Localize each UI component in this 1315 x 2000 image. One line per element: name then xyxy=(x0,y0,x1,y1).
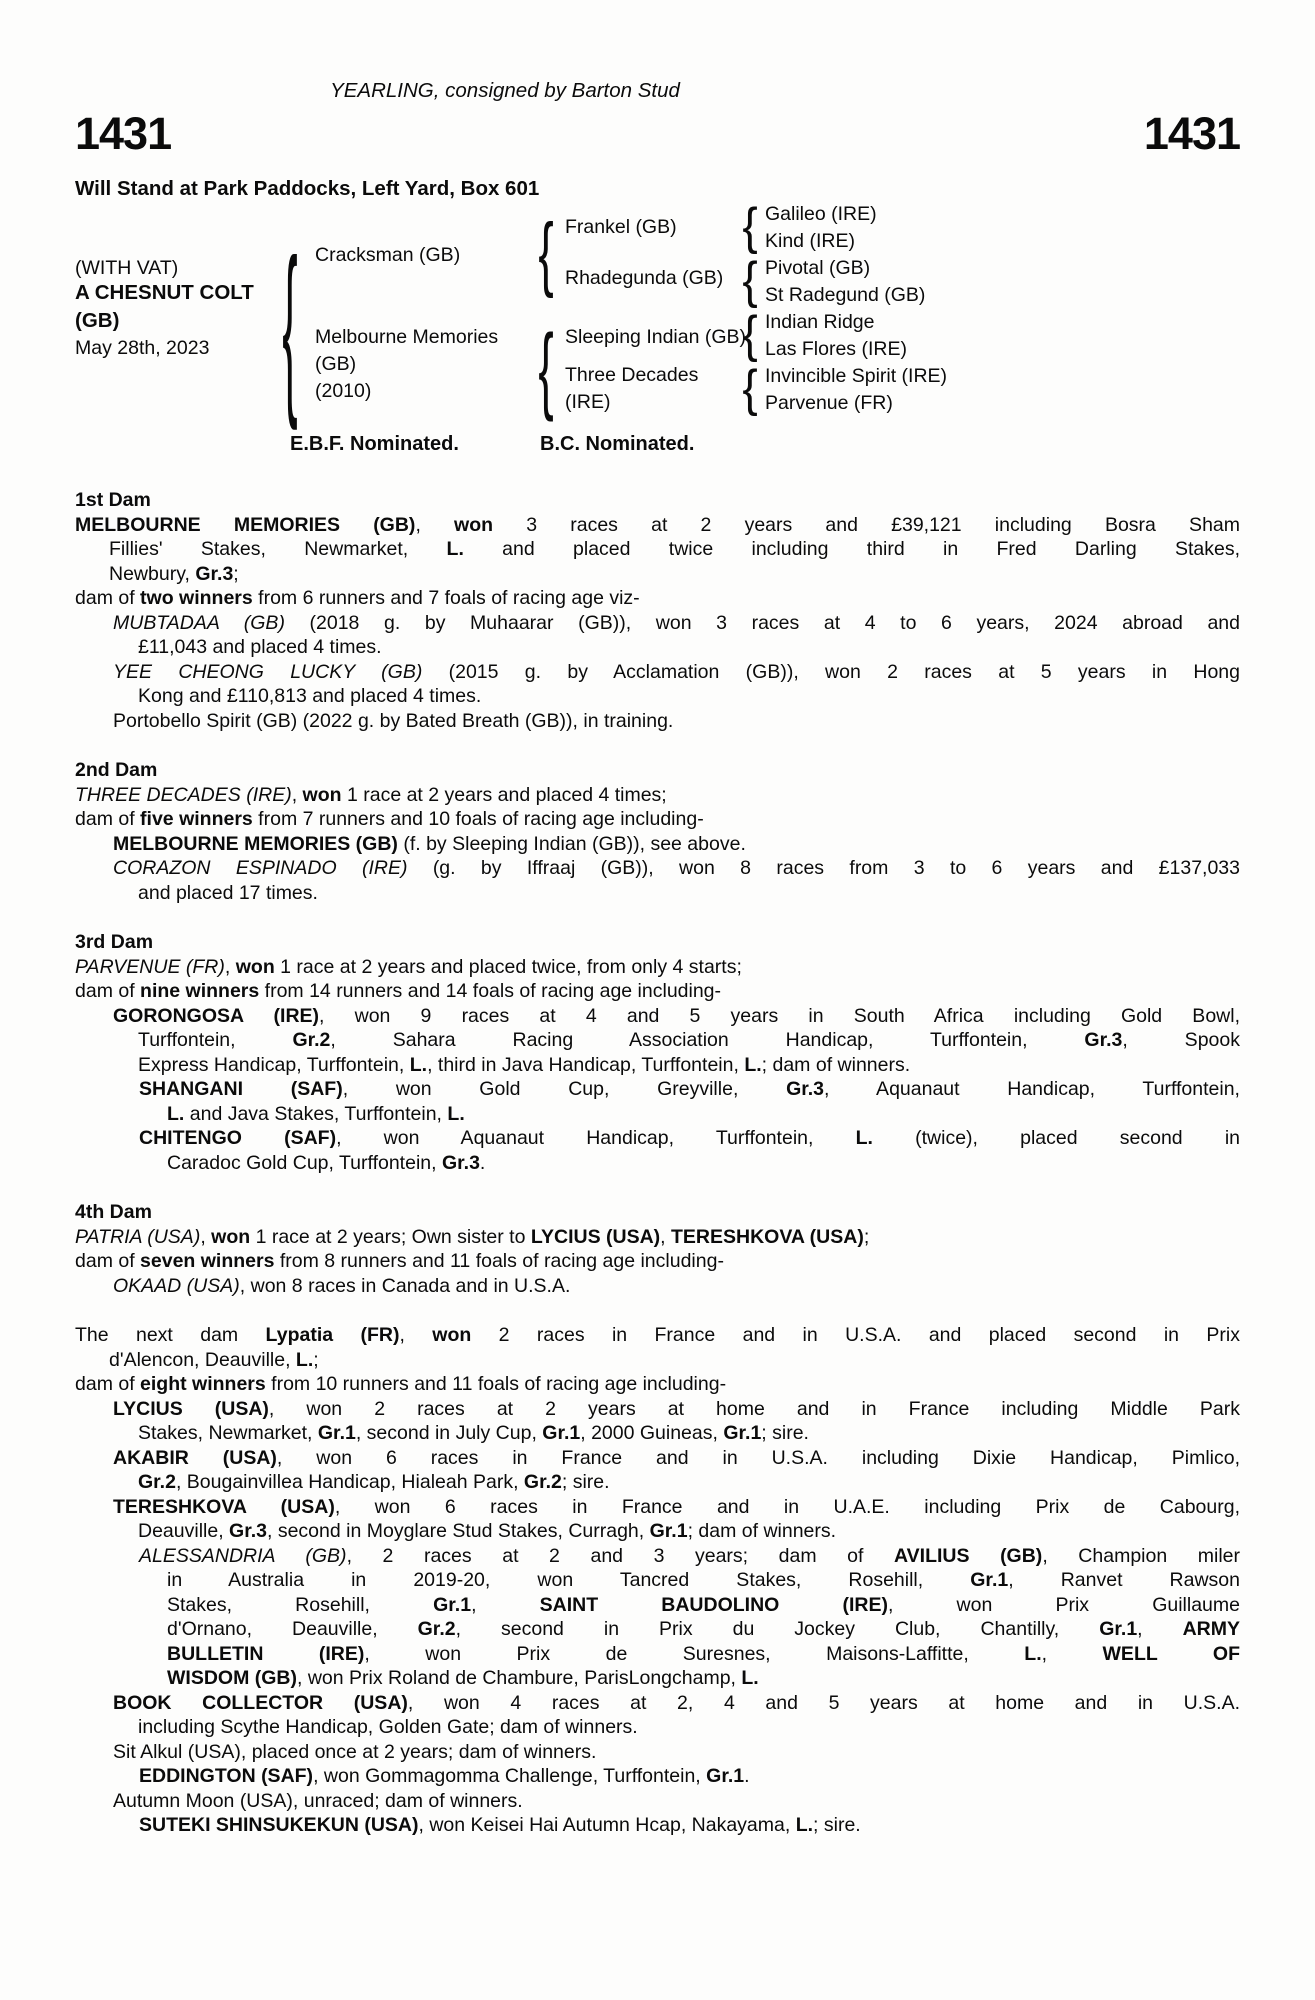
text-segment: Fillies' Stakes, Newmarket, xyxy=(109,538,447,560)
text-segment: SHANGANI (SAF) xyxy=(139,1078,343,1100)
text-segment: WISDOM (GB) xyxy=(167,1667,297,1689)
dam-section xyxy=(75,1200,1240,1298)
text-segment: , won 4 races at 2, 4 and 5 years at home and in U.S.A. xyxy=(407,1691,1241,1714)
text-segment: 1 race at 2 years and placed twice, from only 4 starts; xyxy=(274,955,742,978)
text-segment: , won 8 races in Canada and in U.S.A. xyxy=(239,1274,571,1297)
pedigree-paragraph xyxy=(75,1691,1240,1740)
text-segment: ALESSANDRIA (GB) xyxy=(139,1544,347,1567)
lot-number-row xyxy=(75,108,1240,159)
text-segment: , won Prix Roland de Chambure, ParisLongchamp, xyxy=(296,1667,742,1689)
dam-section xyxy=(75,488,1240,733)
pedigree-paragraph xyxy=(75,1126,1240,1175)
text-segment: Portobello Spirit (GB) (2022 g. by Bated Breath (GB)), in training. xyxy=(113,709,674,732)
text-segment: from 7 runners and 10 foals of racing age including- xyxy=(252,808,704,830)
text-line xyxy=(138,881,1240,906)
text-line xyxy=(75,1225,1240,1250)
pedigree-brace-gen3-pair2 xyxy=(741,257,759,303)
text-segment: Stakes, Rosehill, xyxy=(167,1593,434,1616)
text-segment: EDDINGTON (SAF) xyxy=(139,1765,314,1787)
second-dam-name-line1: Three Decades xyxy=(565,364,699,386)
text-segment: dam of xyxy=(75,1373,141,1395)
pedigree-paragraph xyxy=(75,1397,1240,1446)
text-line xyxy=(167,1666,1240,1691)
text-line xyxy=(75,783,1240,808)
text-line xyxy=(167,1617,1240,1642)
text-line xyxy=(113,1397,1240,1422)
pedigree-paragraph xyxy=(75,586,1240,611)
text-line xyxy=(167,1102,1240,1127)
text-segment: Gr.2 xyxy=(292,1029,331,1051)
text-segment: Gr.1 xyxy=(317,1422,356,1444)
text-segment: , xyxy=(291,783,303,806)
text-segment: AKABIR (USA) xyxy=(113,1446,277,1469)
text-segment: including Scythe Handicap, Golden Gate; dam of winners. xyxy=(138,1716,638,1738)
brace-glyph xyxy=(742,257,757,303)
text-segment: CORAZON ESPINADO (IRE) xyxy=(113,857,408,879)
text-line xyxy=(75,807,1240,832)
text-segment: SAINT BAUDOLINO (IRE) xyxy=(539,1593,888,1616)
text-segment: L. xyxy=(167,1102,185,1125)
text-line xyxy=(113,832,1240,857)
text-line xyxy=(113,1740,1240,1765)
text-segment: L. xyxy=(446,538,464,560)
pedigree-paragraph xyxy=(75,1446,1240,1495)
gen3-ancestor: Kind (IRE) xyxy=(765,230,855,252)
text-segment: , won 6 races in France and in U.S.A. including Dixie Handicap, Pimlico, xyxy=(276,1446,1241,1469)
text-segment: (f. by Sleeping Indian (GB)), see above. xyxy=(397,832,746,855)
text-segment: and placed twice including third in Fred Darling Stakes, xyxy=(463,538,1241,560)
text-segment: from 8 runners and 11 foals of racing age including- xyxy=(274,1250,724,1272)
ebf-nomination: E.B.F. Nominated. xyxy=(290,433,459,455)
text-line xyxy=(113,611,1240,636)
text-segment: TERESHKOVA (USA) xyxy=(671,1225,864,1248)
text-segment: Gr.3 xyxy=(441,1151,480,1174)
text-line xyxy=(113,1789,1240,1814)
dam-name-line2: (GB) xyxy=(315,353,357,375)
text-line xyxy=(113,1691,1240,1716)
text-segment: L. xyxy=(295,1348,314,1371)
text-segment: Gr.2 xyxy=(523,1471,562,1493)
text-segment: , xyxy=(660,1225,671,1248)
text-segment: and Java Stakes, Turffontein, xyxy=(184,1102,448,1125)
text-segment: L. xyxy=(1024,1642,1042,1665)
text-segment: Gr.1 xyxy=(1099,1618,1138,1640)
brace-glyph xyxy=(742,311,757,357)
text-segment: OKAAD (USA) xyxy=(113,1274,240,1297)
dam-name-line3: (2010) xyxy=(315,380,372,402)
text-segment: won xyxy=(235,955,275,978)
text-segment: , won Gommagomma Challenge, Turffontein, xyxy=(313,1765,707,1787)
text-segment: from 10 runners and 11 foals of racing age including- xyxy=(265,1373,727,1395)
text-line xyxy=(113,1446,1240,1471)
text-segment: (twice), placed second in xyxy=(872,1127,1240,1149)
text-segment: , xyxy=(471,1593,540,1616)
text-segment: CHITENGO (SAF) xyxy=(139,1127,337,1149)
brace-glyph xyxy=(742,203,757,249)
text-line xyxy=(138,1028,1240,1053)
text-segment: L. xyxy=(744,1053,762,1076)
text-line xyxy=(167,1593,1240,1618)
pedigree-brace-sire-parents xyxy=(537,214,555,290)
text-segment: Gr.1 xyxy=(433,1593,472,1616)
sire-name: Cracksman (GB) xyxy=(315,244,461,266)
text-line xyxy=(75,1249,1240,1274)
dam-section xyxy=(75,1323,1240,1838)
vat-note: (WITH VAT) xyxy=(75,257,179,279)
text-segment: , xyxy=(224,955,236,978)
text-segment: 1 race at 2 years and placed 4 times; xyxy=(341,783,667,806)
text-segment: , Spook xyxy=(1122,1029,1240,1051)
brace-glyph xyxy=(538,324,553,412)
text-line xyxy=(167,1151,1240,1176)
pedigree-paragraph xyxy=(75,709,1240,734)
text-segment: 3 races at 2 years and £39,121 including Bosra Sham xyxy=(493,513,1241,536)
pedigree-paragraph xyxy=(75,1740,1240,1765)
text-segment: Gr.2 xyxy=(417,1618,456,1640)
text-line xyxy=(75,979,1240,1004)
pedigree-paragraph xyxy=(75,1544,1240,1691)
pedigree-paragraph xyxy=(75,611,1240,660)
text-segment: YEE CHEONG LUCKY (GB) xyxy=(113,660,423,683)
text-segment: . xyxy=(479,1151,486,1174)
text-segment: five winners xyxy=(140,808,253,830)
text-segment: Gr.1 xyxy=(723,1422,762,1444)
text-line xyxy=(139,1544,1240,1569)
text-line xyxy=(75,513,1240,538)
text-segment: , xyxy=(1041,1642,1103,1665)
text-segment: dam of xyxy=(75,808,141,830)
text-segment: PARVENUE (FR) xyxy=(75,955,225,978)
text-line xyxy=(113,660,1240,685)
text-line xyxy=(75,1372,1240,1397)
pedigree-paragraph xyxy=(75,1274,1240,1299)
text-segment: LYCIUS (USA) xyxy=(113,1397,269,1420)
text-segment: LYCIUS (USA) xyxy=(530,1225,661,1248)
text-segment: , Ranvet Rawson xyxy=(1008,1569,1241,1591)
text-segment: , won Keisei Hai Autumn Hcap, Nakayama, xyxy=(418,1814,796,1836)
text-segment: Gr.1 xyxy=(649,1520,688,1542)
text-segment: , third in Java Handicap, Turffontein, xyxy=(427,1053,745,1076)
bc-nomination: B.C. Nominated. xyxy=(540,433,695,455)
text-segment: , second in Prix du Jockey Club, Chantilly, xyxy=(455,1618,1100,1640)
text-segment: Gr.3 xyxy=(1084,1029,1123,1051)
text-segment: Gr.3 xyxy=(195,562,234,585)
text-segment: , won 9 races at 4 and 5 years in South Africa including Gold Bowl, xyxy=(319,1004,1240,1027)
text-segment: AVILIUS (GB) xyxy=(894,1544,1043,1567)
text-line xyxy=(75,586,1240,611)
text-segment: , Aquanaut Handicap, Turffontein, xyxy=(824,1078,1240,1100)
dam-heading: 4th Dam xyxy=(75,1201,152,1223)
dam-section xyxy=(75,930,1240,1175)
text-line xyxy=(138,1519,1240,1544)
text-line xyxy=(113,1004,1240,1029)
text-segment: ARMY xyxy=(1182,1618,1240,1640)
granddam-name: Rhadegunda (GB) xyxy=(565,267,724,289)
text-segment: Stakes, Newmarket, xyxy=(138,1422,318,1444)
text-segment: L. xyxy=(741,1667,759,1689)
text-segment: won xyxy=(432,1324,472,1346)
text-segment: BOOK COLLECTOR (USA) xyxy=(113,1691,408,1714)
gen3-ancestor: Pivotal (GB) xyxy=(765,257,871,279)
text-segment: , Bougainvillea Handicap, Hialeah Park, xyxy=(175,1471,524,1493)
text-segment: d'Ornano, Deauville, xyxy=(167,1618,418,1640)
subject-name-line2: (GB) xyxy=(75,309,120,332)
text-segment: ; xyxy=(313,1348,319,1371)
text-segment: L. xyxy=(795,1814,814,1836)
text-segment: , won 6 races in France and in U.A.E. including Prix de Cabourg, xyxy=(334,1495,1240,1518)
text-segment: nine winners xyxy=(140,980,260,1002)
text-segment: , second in July Cup, xyxy=(355,1422,543,1444)
text-segment: seven winners xyxy=(140,1250,275,1272)
text-segment: SUTEKI SHINSUKEKUN (USA) xyxy=(139,1814,419,1836)
dam-heading: 2nd Dam xyxy=(75,759,158,781)
pedigree-paragraph xyxy=(75,1372,1240,1397)
pedigree-paragraph xyxy=(75,1077,1240,1126)
text-line xyxy=(113,709,1240,734)
text-segment: Sit Alkul (USA), placed once at 2 years; dam of winners. xyxy=(113,1740,597,1763)
text-segment: L. xyxy=(409,1053,428,1076)
pedigree-brace-gen3-pair3 xyxy=(741,311,759,357)
text-segment: ; sire. xyxy=(813,1814,861,1836)
text-segment: ; sire. xyxy=(761,1422,809,1444)
text-line xyxy=(138,1715,1240,1740)
dam-section xyxy=(75,758,1240,905)
pedigree-paragraph xyxy=(75,660,1240,709)
text-segment: Express Handicap, Turffontein, xyxy=(138,1053,410,1076)
text-segment: Gr.1 xyxy=(970,1569,1009,1591)
text-line xyxy=(109,562,1240,587)
text-segment: , 2000 Guineas, xyxy=(580,1422,724,1444)
text-segment: ; dam of winners. xyxy=(761,1053,911,1076)
text-segment: two winners xyxy=(140,587,253,609)
dam-heading: 3rd Dam xyxy=(75,931,154,953)
text-segment: MUBTADAA (GB) xyxy=(113,611,285,634)
gen3-ancestor: Las Flores (IRE) xyxy=(765,338,907,360)
pedigree-paragraph xyxy=(75,1789,1240,1814)
text-segment: ; sire. xyxy=(561,1471,610,1493)
text-segment: and placed 17 times. xyxy=(138,881,318,904)
text-segment: , xyxy=(200,1225,212,1248)
brace-glyph xyxy=(742,365,757,411)
text-segment: GORONGOSA (IRE) xyxy=(113,1004,320,1027)
text-segment: won xyxy=(211,1225,251,1248)
pedigree-paragraph xyxy=(75,807,1240,832)
text-segment: MELBOURNE MEMORIES (GB) xyxy=(75,513,416,536)
brace-glyph xyxy=(538,214,553,290)
text-segment: , xyxy=(399,1324,433,1346)
stand-note: Will Stand at Park Paddocks, Left Yard, Box 601 xyxy=(75,177,540,200)
grandsire-name: Frankel (GB) xyxy=(565,216,677,238)
pedigree-paragraph xyxy=(75,1764,1240,1789)
text-segment: , won Gold Cup, Greyville, xyxy=(342,1078,787,1100)
pedigree-paragraph xyxy=(75,832,1240,857)
text-segment: , won Prix Guillaume xyxy=(887,1593,1240,1616)
text-line xyxy=(167,1568,1240,1593)
text-segment: Gr.1 xyxy=(706,1765,745,1787)
text-line xyxy=(139,1813,1240,1838)
text-line xyxy=(138,684,1240,709)
text-line xyxy=(75,955,1240,980)
text-segment: , xyxy=(415,513,455,536)
text-segment: L. xyxy=(447,1102,465,1125)
text-segment: (2018 g. by Muhaarar (GB)), won 3 races at 4 to 6 years, 2024 abroad and xyxy=(284,611,1240,634)
text-segment: £11,043 and placed 4 times. xyxy=(138,636,382,658)
pedigree-paragraph xyxy=(75,1225,1240,1250)
text-segment: 1 race at 2 years; Own sister to xyxy=(250,1225,531,1248)
subject-name-line1: A CHESNUT COLT xyxy=(75,281,254,304)
text-segment: 2 races in France and in U.S.A. and placed second in Prix xyxy=(471,1324,1240,1346)
lot-number-right: 1431 xyxy=(1143,108,1240,159)
text-line xyxy=(138,1421,1240,1446)
text-line xyxy=(138,1470,1240,1495)
text-segment: , xyxy=(1137,1618,1183,1640)
text-segment: from 14 runners and 14 foals of racing age including- xyxy=(259,980,722,1002)
text-line xyxy=(139,1764,1240,1789)
text-segment: Kong and £110,813 and placed 4 times. xyxy=(138,685,482,707)
text-line xyxy=(138,1053,1240,1078)
text-segment: , Sahara Racing Association Handicap, Turffontein, xyxy=(330,1029,1085,1051)
pedigree-paragraph xyxy=(75,979,1240,1004)
text-segment: WELL OF xyxy=(1102,1642,1240,1665)
text-line xyxy=(75,1323,1240,1348)
gen3-ancestor: Indian Ridge xyxy=(765,311,875,333)
pedigree-brace-gen1 xyxy=(281,239,299,411)
text-line xyxy=(113,1274,1240,1299)
text-line xyxy=(139,1077,1240,1102)
pedigree-paragraph xyxy=(75,1495,1240,1544)
pedigree-paragraph xyxy=(75,1813,1240,1838)
text-segment: (g. by Iffraaj (GB)), won 8 races from 3 to 6 years and £137,033 xyxy=(407,857,1240,879)
text-segment: Turffontein, xyxy=(138,1029,293,1051)
text-segment: ; xyxy=(233,562,239,585)
text-segment: Gr.3 xyxy=(786,1078,825,1100)
pedigree-brace-gen3-pair1 xyxy=(741,203,759,249)
text-segment: won xyxy=(302,783,342,806)
text-segment: (2015 g. by Acclamation (GB)), won 2 races at 5 years in Hong xyxy=(422,660,1240,683)
text-segment: L. xyxy=(855,1127,873,1149)
foal-date: May 28th, 2023 xyxy=(75,337,210,359)
pedigree-brace-dam-parents xyxy=(537,323,555,413)
text-segment: Gr.2 xyxy=(138,1471,176,1493)
text-segment: , Champion miler xyxy=(1042,1544,1241,1567)
text-segment: Autumn Moon (USA), unraced; dam of winners. xyxy=(113,1789,523,1812)
pedigree-paragraph xyxy=(75,856,1240,905)
consignment-title: YEARLING, consigned by Barton Stud xyxy=(330,79,680,102)
pedigree-paragraph xyxy=(75,1249,1240,1274)
text-segment: THREE DECADES (IRE) xyxy=(75,783,292,806)
pedigree-paragraph xyxy=(75,1323,1240,1372)
text-line xyxy=(113,856,1240,881)
pedigree-paragraph xyxy=(75,955,1240,980)
text-segment: . xyxy=(744,1765,750,1787)
text-segment: Deauville, xyxy=(138,1520,230,1542)
gen3-ancestor: Galileo (IRE) xyxy=(765,203,877,225)
text-line xyxy=(139,1126,1240,1151)
text-segment: from 6 runners and 7 foals of racing age viz- xyxy=(252,587,640,609)
gen3-ancestor: Parvenue (FR) xyxy=(765,392,893,414)
text-segment: TERESHKOVA (USA) xyxy=(113,1495,335,1518)
text-segment: PATRIA (USA) xyxy=(75,1225,201,1248)
gen3-ancestor: Invincible Spirit (IRE) xyxy=(765,365,948,387)
text-segment: dam of xyxy=(75,980,141,1002)
dam-sections xyxy=(75,488,1240,1838)
text-segment: Gr.1 xyxy=(542,1422,581,1444)
text-segment: won xyxy=(454,513,494,536)
pedigree-paragraph xyxy=(75,513,1240,587)
second-dam-name-line2: (IRE) xyxy=(565,391,611,413)
text-segment: Gr.3 xyxy=(229,1520,267,1542)
text-segment: BULLETIN (IRE) xyxy=(167,1642,365,1665)
text-segment: MELBOURNE MEMORIES (GB) xyxy=(113,832,398,855)
brace-glyph xyxy=(282,239,297,411)
text-line xyxy=(109,1348,1240,1373)
lot-number-left: 1431 xyxy=(75,108,172,159)
text-line xyxy=(109,537,1240,562)
text-segment: ; dam of winners. xyxy=(687,1520,837,1542)
text-segment: , second in Moyglare Stud Stakes, Curragh, xyxy=(267,1520,650,1542)
damsire-name: Sleeping Indian (GB) xyxy=(565,326,747,348)
text-segment: , won Aquanaut Handicap, Turffontein, xyxy=(336,1127,856,1149)
text-segment: , won Prix de Suresnes, Maisons-Laffitte, xyxy=(364,1642,1025,1665)
text-segment: , 2 races at 2 and 3 years; dam of xyxy=(346,1544,895,1567)
dam-name-line1: Melbourne Memories xyxy=(315,326,499,348)
pedigree-brace-gen3-pair4 xyxy=(741,365,759,411)
text-segment: dam of xyxy=(75,587,141,609)
text-line xyxy=(138,635,1240,660)
text-segment: d'Alencon, Deauville, xyxy=(109,1348,296,1371)
dam-heading: 1st Dam xyxy=(75,489,151,511)
pedigree-table xyxy=(75,201,1240,463)
text-segment: Lypatia (FR) xyxy=(265,1324,400,1346)
pedigree-paragraph xyxy=(75,783,1240,808)
text-segment: Caradoc Gold Cup, Turffontein, xyxy=(167,1151,442,1174)
text-segment: ; xyxy=(863,1225,870,1248)
text-segment: The next dam xyxy=(75,1324,266,1346)
text-segment: dam of xyxy=(75,1250,141,1272)
gen3-ancestor: St Radegund (GB) xyxy=(765,284,926,306)
pedigree-paragraph xyxy=(75,1004,1240,1078)
text-segment: in Australia in 2019-20, won Tancred Stakes, Rosehill, xyxy=(167,1569,971,1591)
text-segment: , won 2 races at 2 years at home and in France including Middle Park xyxy=(268,1397,1240,1420)
text-line xyxy=(113,1495,1240,1520)
text-segment: Newbury, xyxy=(109,562,196,585)
text-segment: eight winners xyxy=(140,1373,266,1395)
text-line xyxy=(167,1642,1240,1667)
